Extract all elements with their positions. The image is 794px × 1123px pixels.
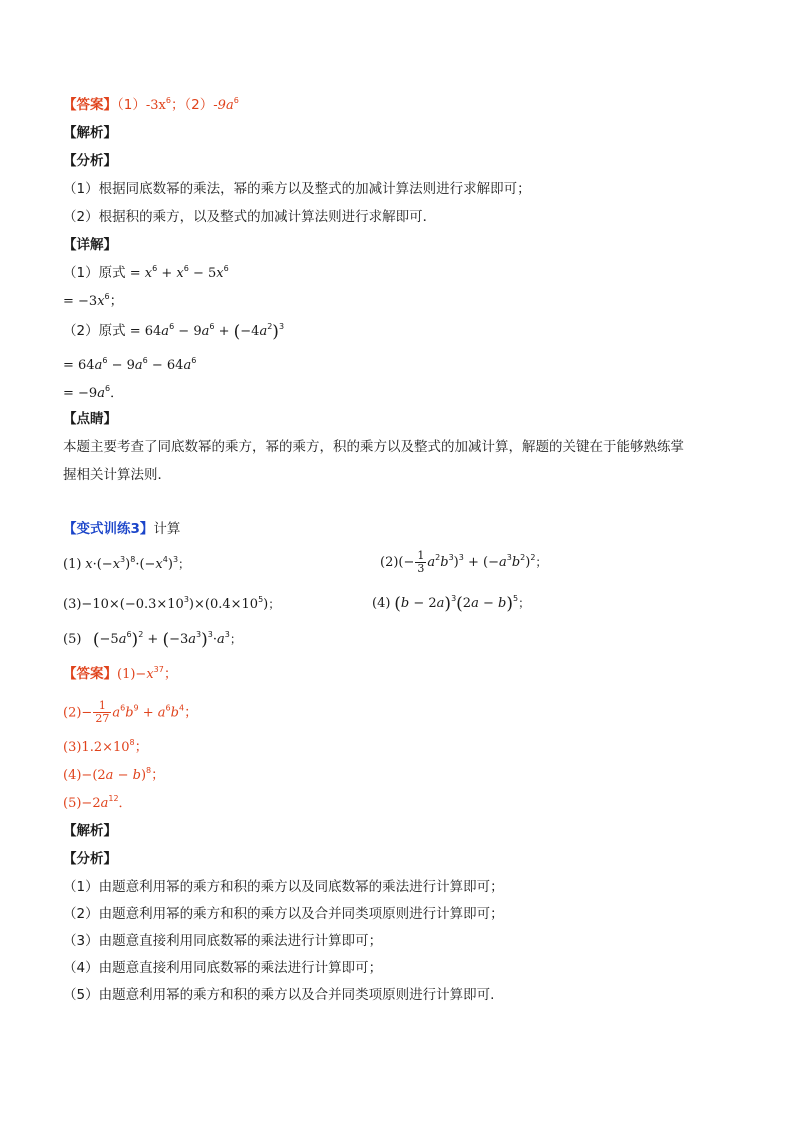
dianjing-line-2: 握相关计算法则． [63, 467, 171, 483]
analysis2-line-1: （1）由题意利用幂的乘方和积的乘方以及同底数幂的乘法进行计算即可； [63, 879, 504, 895]
detail-step-1: （1）原式 = $x^6 + x^6 - 5x^6$ [63, 264, 229, 281]
problem-3-label: (3) [63, 597, 82, 612]
answer-label-2: 【答案】 [63, 666, 117, 682]
problem-1: (1) $x\cdot(-x^3)^8\cdot(-x^4)^3$； [63, 555, 191, 572]
jiexi-label-2: 【解析】 [63, 823, 117, 839]
answer-2-line-1: 【答案】$(1)-x^{37}$； [63, 665, 178, 682]
answer-exp-2: 6 [233, 96, 239, 105]
analysis-line-2: （2）根据积的乘方，以及整式的加减计算法则进行求解即可． [63, 209, 437, 225]
answer-label: 【答案】 [63, 97, 117, 113]
answer-value-2: -9a [213, 98, 234, 113]
problem-2-label: (2) [380, 555, 399, 570]
fenxi-label-2: 【分析】 [63, 851, 117, 867]
detail-step-1-result: = $-3x^6$； [63, 292, 124, 309]
analysis2-line-2: （2）由题意利用幂的乘方和积的乘方以及合并同类项原则进行计算即可； [63, 906, 504, 922]
answer-exp-1: 6 [165, 96, 171, 105]
jiexi-label-1: 【解析】 [63, 125, 117, 141]
analysis2-line-5: （5）由题意利用幂的乘方和积的乘方以及合并同类项原则进行计算即可. [63, 987, 495, 1003]
variant-label: 【变式训练3】 [63, 521, 154, 537]
answer-2-line-4: $(4)-(2a - b)^8$； [63, 766, 165, 783]
answer-2-label-2: (2) [63, 705, 82, 721]
problem-1-label: (1) [63, 557, 82, 572]
detail-step-2-result: = $-9a^6$． [63, 384, 124, 401]
answer-2-label-3: (3) [63, 740, 82, 755]
fenxi-label-1: 【分析】 [63, 153, 117, 169]
problem-4-label: (4) [372, 596, 391, 611]
answer-2-line-5: $(5)-2a^{12}$． [63, 794, 132, 811]
answer-2-label-5: (5) [63, 796, 82, 811]
xiangjie-label: 【详解】 [63, 237, 117, 253]
answer-line-1 [63, 96, 239, 115]
detail-1-prefix: （1）原式 [63, 265, 126, 281]
problem-5: (5) $(-5a^6)^2 + (-3a^3)^3\cdot a^3$； [63, 630, 242, 650]
variant-title: 计算 [153, 521, 181, 537]
answer-value-1: -3x [145, 98, 166, 113]
problem-5-label: (5) [63, 632, 82, 647]
variant-heading [63, 520, 180, 538]
problem-2: (2)(− $\frac{1}{3}$ $a^2b^3)^3 + (-a^3b^2)^2$； [380, 549, 548, 575]
answer-part1-label: （1） [117, 97, 146, 113]
answer-2-line-2: (2)− $\frac{1}{27}$ $a^6b^9 + a^6b^4$； [63, 699, 198, 725]
detail-2-prefix: （2）原式 [63, 323, 126, 339]
analysis2-line-4: （4）由题意直接利用同底数幂的乘法进行计算即可； [63, 960, 383, 976]
analysis-line-1: （1）根据同底数幂的乘法，幂的乘方以及整式的加减计算法则进行求解即可； [63, 181, 531, 197]
detail-step-2: （2）原式 = $64a^6 - 9a^6 + (-4a^2)^3$ [63, 322, 285, 342]
problem-4: (4) $(b - 2a)^3(2a - b)^5$； [372, 594, 531, 614]
analysis2-line-3: （3）由题意直接利用同底数幂的乘法进行计算即可； [63, 933, 383, 949]
answer-2-label-1: (1) [117, 667, 136, 682]
dianjing-label: 【点睛】 [63, 411, 117, 427]
answer-separator: ；（2） [170, 97, 214, 113]
problem-3: $(3)-10\times(-0.3\times 10^3)\times(0.4\times 10^5)$； [63, 595, 281, 612]
answer-2-line-3: $(3)1.2\times 10^8$； [63, 738, 149, 755]
detail-step-2b: = $64a^6 - 9a^6 - 64a^6$ [63, 356, 197, 373]
dianjing-line-1: 本题主要考查了同底数幂的乘方，幂的乘方，积的乘方以及整式的加减计算，解题的关键在于能够熟练掌 [63, 439, 684, 455]
answer-2-label-4: (4) [63, 768, 82, 783]
